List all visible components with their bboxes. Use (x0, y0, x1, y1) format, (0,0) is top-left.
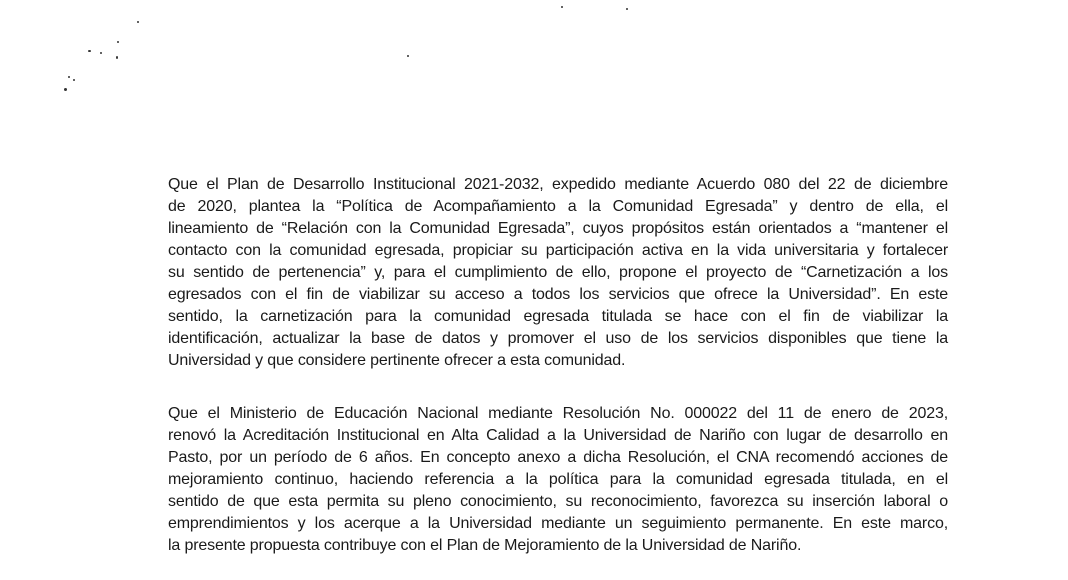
text-line: mejoramiento continuo, haciendo referencia a la política para la comunidad egresada titulada, en el (168, 471, 948, 488)
text-line: Que el Plan de Desarrollo Institucional 2021-2032, expedido mediante Acuerdo 080 del 22 de diciembre (168, 176, 948, 193)
text-line: Pasto, por un período de 6 años. En concepto anexo a dicha Resolución, el CNA recomendó acciones de (168, 449, 948, 466)
scan-speck (626, 8, 628, 10)
text-line: egresados con el fin de viabilizar su acceso a todos los servicios que ofrece la Universidad”. En este (168, 286, 948, 303)
scan-speck (88, 50, 91, 52)
scan-speck (116, 56, 118, 59)
scan-speck (68, 76, 70, 78)
scan-speck (117, 41, 119, 43)
text-line: de 2020, plantea la “Política de Acompañamiento a la Comunidad Egresada” y dentro de ella, el (168, 198, 948, 215)
text-line: Universidad y que considere pertinente ofrecer a esta comunidad. (168, 352, 626, 369)
text-line: emprendimientos y los acerque a la Universidad mediante un seguimiento permanente. En este marco, (168, 515, 948, 532)
text-line: sentido de que esta permita su pleno conocimiento, su reconocimiento, favorezca su inserción laboral o (168, 493, 948, 510)
text-line: identificación, actualizar la base de datos y promover el uso de los servicios disponibles que tiene la (168, 330, 948, 347)
paragraph-ministerio-educacion (168, 403, 948, 557)
scan-speck (100, 52, 102, 54)
scan-speck (137, 21, 139, 23)
paragraph-plan-desarrollo (168, 174, 948, 372)
text-line: su sentido de pertenencia” y, para el cumplimiento de ello, propone el proyecto de “Carnetización a los (168, 264, 948, 281)
scan-speck (73, 79, 75, 81)
scan-speck (407, 55, 409, 57)
text-line: lineamiento de “Relación con la Comunidad Egresada”, cuyos propósitos están orientados a “mantener el (168, 220, 948, 237)
text-line: sentido, la carnetización para la comunidad egresada titulada se hace con el fin de viabilizar la (168, 308, 948, 325)
scan-speck (64, 88, 67, 91)
text-line: la presente propuesta contribuye con el Plan de Mejoramiento de la Universidad de Nariño. (168, 537, 802, 554)
scan-speck (561, 6, 563, 8)
text-line: renovó la Acreditación Institucional en Alta Calidad a la Universidad de Nariño con lugar de desarrollo en (168, 427, 948, 444)
text-line: Que el Ministerio de Educación Nacional mediante Resolución No. 000022 del 11 de enero de 2023, (168, 405, 948, 422)
text-line: contacto con la comunidad egresada, propiciar su participación activa en la vida universitaria y fortalecer (168, 242, 948, 259)
